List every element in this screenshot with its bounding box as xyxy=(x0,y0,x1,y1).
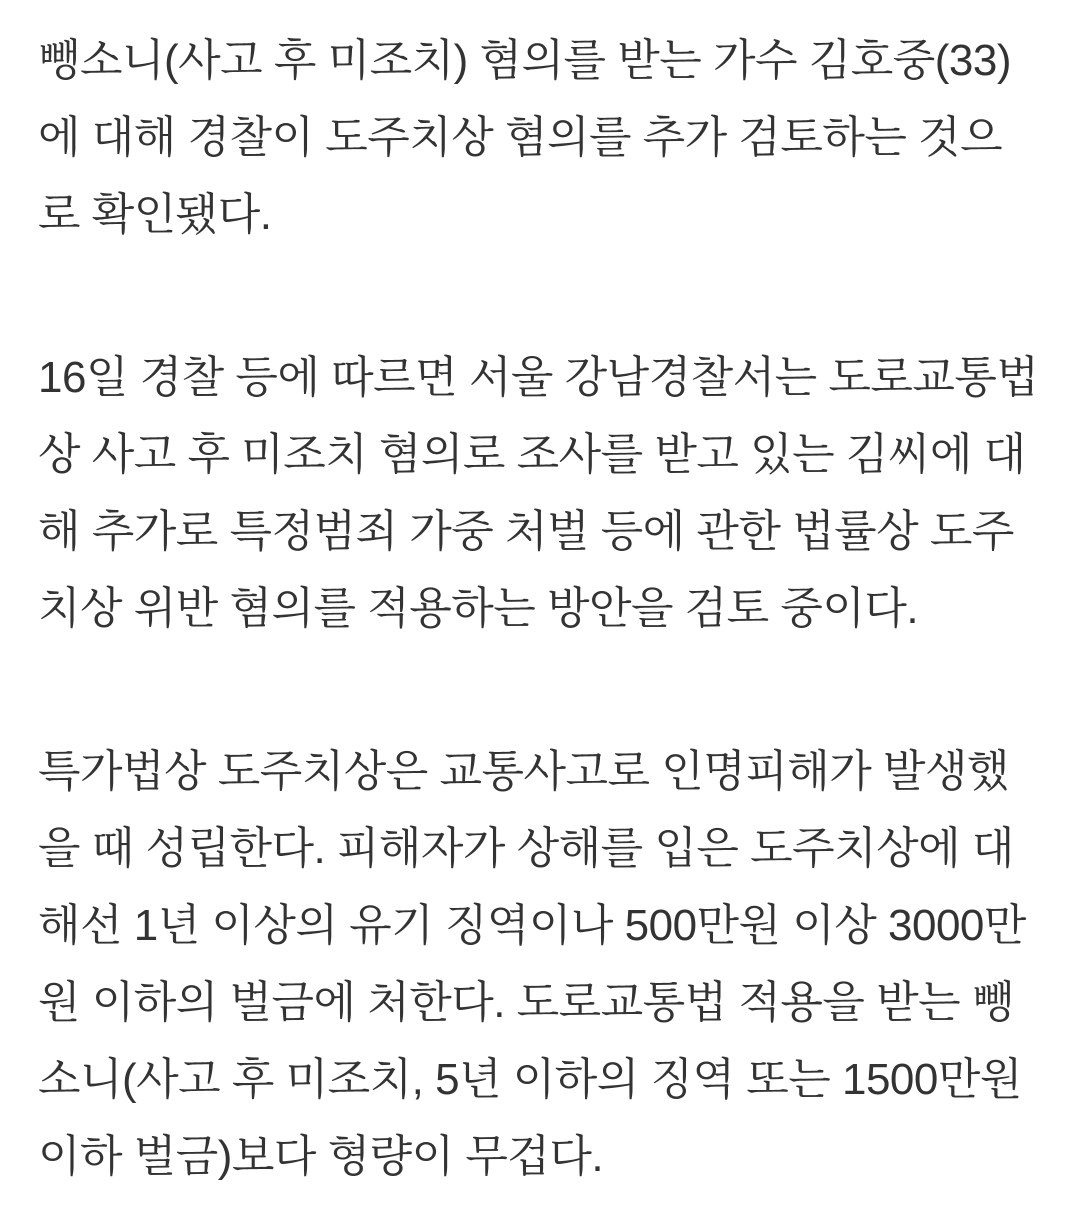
article-paragraph-1: 뺑소니(사고 후 미조치) 혐의를 받는 가수 김호중(33)에 대해 경찰이 도주치상 혐의를 추가 검토하는 것으로 확인됐다. xyxy=(38,36,1011,239)
article-paragraph-2: 16일 경찰 등에 따르면 서울 강남경찰서는 도로교통법상 사고 후 미조치 혐의로 조사를 받고 있는 김씨에 대해 추가로 특정범죄 가중 처벌 등에 관한 법률상 도주치상 위반 혐의를 적용하는 방안을 검토 중이다. xyxy=(38,353,1039,633)
article-paragraph-3: 특가법상 도주치상은 교통사고로 인명피해가 발생했을 때 성립한다. 피해자가 상해를 입은 도주치상에 대해선 1년 이상의 유기 징역이나 500만원 이상 3000만원 이하의 벌금에 처한다. 도로교통법 적용을 받는 뺑소니(사고 후 미조치, 5년 이하의 징역 또는 1500만원 이하 벌금)보다 형량이 무겁다. xyxy=(38,747,1026,1181)
